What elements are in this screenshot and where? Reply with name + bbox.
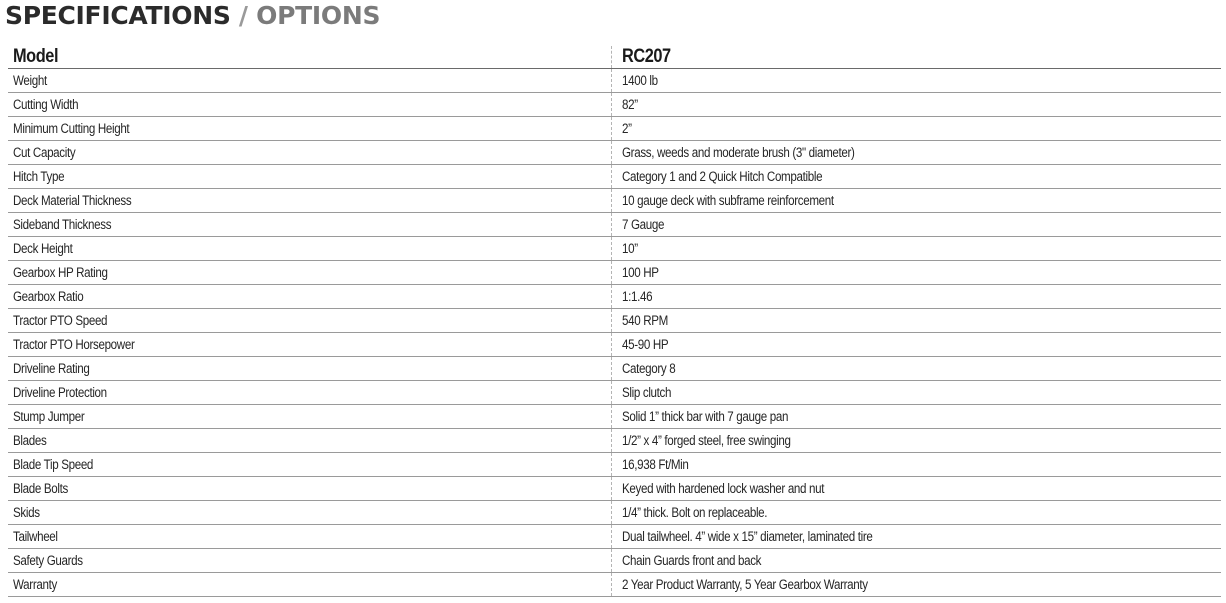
spec-label: Blade Bolts <box>8 477 611 501</box>
spec-value: Dual tailwheel. 4” wide x 15” diameter, laminated tire <box>611 525 1221 549</box>
spec-value: Solid 1” thick bar with 7 gauge pan <box>611 405 1221 429</box>
spec-label: Skids <box>8 501 611 525</box>
table-row <box>8 261 1221 285</box>
spec-value: 1:1.46 <box>611 285 1221 309</box>
spec-value: 10” <box>611 237 1221 261</box>
spec-value: 16,938 Ft/Min <box>611 453 1221 477</box>
spec-value: Chain Guards front and back <box>611 549 1221 573</box>
table-row <box>8 285 1221 309</box>
spec-label: Stump Jumper <box>8 405 611 429</box>
spec-value: Grass, weeds and moderate brush (3" diameter) <box>611 141 1221 165</box>
table-row <box>8 477 1221 501</box>
spec-label: Deck Height <box>8 237 611 261</box>
spec-label: Hitch Type <box>8 165 611 189</box>
title-separator: / <box>230 1 257 30</box>
table-row <box>8 357 1221 381</box>
spec-label: Driveline Rating <box>8 357 611 381</box>
spec-value: Keyed with hardened lock washer and nut <box>611 477 1221 501</box>
spec-label: Cut Capacity <box>8 141 611 165</box>
spec-value: 1400 lb <box>611 69 1221 93</box>
spec-value: 1/4” thick. Bolt on replaceable. <box>611 501 1221 525</box>
spec-label: Blades <box>8 429 611 453</box>
spec-label: Safety Guards <box>8 549 611 573</box>
spec-label: Deck Material Thickness <box>8 189 611 213</box>
table-row <box>8 141 1221 165</box>
spec-label: Sideband Thickness <box>8 213 611 237</box>
spec-label: Tailwheel <box>8 525 611 549</box>
page-title <box>5 0 380 34</box>
spec-value: 1/2” x 4” forged steel, free swinging <box>611 429 1221 453</box>
table-row <box>8 69 1221 93</box>
table-row <box>8 309 1221 333</box>
table-row <box>8 165 1221 189</box>
title-specifications: SPECIFICATIONS <box>5 1 231 30</box>
table-row <box>8 189 1221 213</box>
table-row <box>8 333 1221 357</box>
table-header-row <box>8 46 1221 69</box>
header-model-value: RC207 <box>611 46 1221 69</box>
spec-label: Blade Tip Speed <box>8 453 611 477</box>
table-row <box>8 549 1221 573</box>
table-row <box>8 117 1221 141</box>
spec-value: 82” <box>611 93 1221 117</box>
spec-label: Gearbox HP Rating <box>8 261 611 285</box>
spec-label: Gearbox Ratio <box>8 285 611 309</box>
spec-value: 540 RPM <box>611 309 1221 333</box>
spec-value: 45-90 HP <box>611 333 1221 357</box>
spec-value: 7 Gauge <box>611 213 1221 237</box>
spec-label: Minimum Cutting Height <box>8 117 611 141</box>
title-options: OPTIONS <box>256 1 381 30</box>
spec-value: Slip clutch <box>611 381 1221 405</box>
table-row <box>8 405 1221 429</box>
spec-value: 2 Year Product Warranty, 5 Year Gearbox Warranty <box>611 573 1221 597</box>
table-row <box>8 573 1221 597</box>
spec-value: 10 gauge deck with subframe reinforcement <box>611 189 1221 213</box>
spec-value: 100 HP <box>611 261 1221 285</box>
table-row <box>8 213 1221 237</box>
spec-value: Category 8 <box>611 357 1221 381</box>
spec-label: Driveline Protection <box>8 381 611 405</box>
header-model-label: Model <box>8 46 611 69</box>
table-row <box>8 237 1221 261</box>
spec-label: Tractor PTO Horsepower <box>8 333 611 357</box>
spec-label: Tractor PTO Speed <box>8 309 611 333</box>
specifications-table <box>8 46 1221 597</box>
spec-value: 2” <box>611 117 1221 141</box>
spec-label: Warranty <box>8 573 611 597</box>
spec-value: Category 1 and 2 Quick Hitch Compatible <box>611 165 1221 189</box>
table-row <box>8 429 1221 453</box>
table-row <box>8 381 1221 405</box>
table-row <box>8 93 1221 117</box>
spec-label: Cutting Width <box>8 93 611 117</box>
table-row <box>8 525 1221 549</box>
table-row <box>8 501 1221 525</box>
table-row <box>8 453 1221 477</box>
spec-label: Weight <box>8 69 611 93</box>
